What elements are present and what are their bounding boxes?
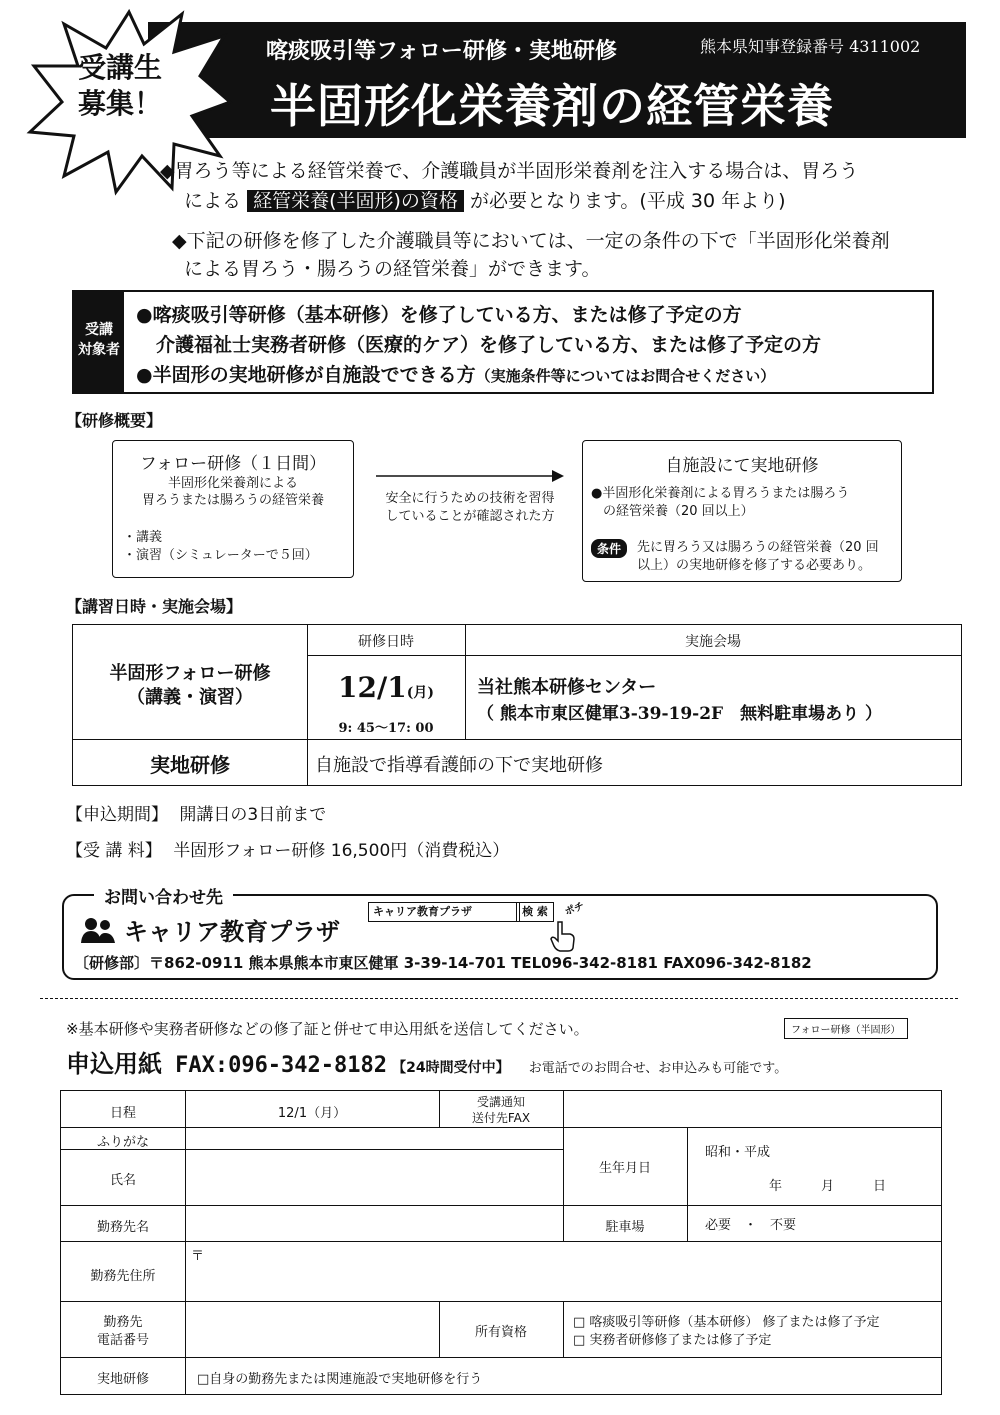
follow-title: フォロー研修（１日間）: [139, 454, 327, 474]
furigana-field[interactable]: [187, 1129, 561, 1147]
fee: [66, 836, 509, 861]
follow-item-lecture: ・講義: [123, 530, 163, 545]
condition-text-2: 以上）の実地研修を修了する必要あり。: [637, 558, 872, 573]
notify-fax-label-1: 受講通知: [476, 1095, 525, 1109]
row2-text: 自施設で指導看護師の下で実地研修: [315, 755, 603, 776]
target-label: [74, 292, 124, 392]
arrow-caption-1: 安全に行うための技術を習得: [385, 491, 555, 506]
workplace-field[interactable]: [187, 1207, 561, 1239]
form-hours: 【24時間受付中】: [392, 1060, 510, 1076]
follow-training-box: [112, 440, 354, 578]
contact-address: 〔研修部〕〒862-0911 熊本県熊本市東区健軍 3-39-14-701 TEL096-342-8181 FAX096-342-8182: [74, 954, 812, 972]
target-label-2: 対象者: [78, 342, 120, 358]
workplace-label: 勤務先名: [96, 1220, 149, 1235]
header-subtitle: 喀痰吸引等フォロー研修・実地研修: [266, 39, 617, 64]
row1-venue: 当社熊本研修センター: [477, 677, 657, 698]
contact-heading: お問い合わせ先: [94, 883, 233, 908]
furigana-label: ふりがな: [96, 1135, 149, 1150]
qual-option-1[interactable]: □ 喀痰吸引等研修（基本研修） 修了または修了予定: [573, 1315, 880, 1330]
onsite-title: 自施設にて実地研修: [665, 456, 819, 476]
birth-label: 生年月日: [598, 1161, 651, 1176]
follow-desc-2: 胃ろうまたは腸ろうの経管栄養: [141, 493, 324, 508]
arrow-right-icon: [372, 466, 568, 486]
form-title-line: [66, 1044, 787, 1079]
follow-desc-1: 半固形化栄養剤による: [167, 476, 298, 491]
search-input[interactable]: キャリア教育プラザ: [368, 902, 520, 922]
target-line-3: [136, 360, 775, 387]
intro-p1-post: が必要となります。(平成 30 年より): [469, 190, 786, 212]
arrow-caption-2: していることが確認された方: [385, 509, 555, 524]
intro-p1-line1: ◆胃ろう等による経管栄養で、介護職員が半固形栄養剤を注入する場合は、胃ろう: [160, 160, 859, 182]
badge-line-2: 募集！: [77, 87, 162, 120]
search-button[interactable]: 検 索: [516, 902, 554, 922]
postal-mark: 〒: [191, 1249, 205, 1264]
form-tag: フォロー研修（半固形）: [784, 1018, 908, 1039]
intro-p2-line1: ◆下記の研修を修了した介護職員等においては、一定の条件の下で「半固形化栄養剤: [172, 230, 890, 252]
cut-line: [40, 998, 958, 999]
org-name: キャリア教育プラザ: [124, 918, 340, 946]
target-line-3-note: （実施条件等についてはお問合せください）: [475, 367, 776, 385]
recruiting-badge-text: [50, 50, 190, 122]
row1-name-2: （講義・演習）: [127, 687, 253, 708]
birth-era: 昭和・平成: [705, 1145, 771, 1160]
onsite-option[interactable]: □自身の勤務先または関連施設で実地研修を行う: [197, 1372, 483, 1387]
name-label: 氏名: [109, 1173, 136, 1188]
target-line-2: 介護福祉士実務者研修（医療的ケア）を修了している方、または修了予定の方: [156, 334, 822, 356]
row1-date: [307, 671, 465, 704]
target-label-1: 受講: [85, 322, 113, 338]
row2-name: 実地研修: [150, 753, 230, 777]
condition-badge: 条件: [591, 539, 627, 558]
overview-heading: 【研修概要】: [66, 411, 163, 430]
phone-label-2: 電話番号: [96, 1333, 149, 1348]
registration-number: 熊本県知事登録番号 4311002: [700, 37, 921, 56]
period-value: 開講日の3日前まで: [179, 805, 327, 825]
notify-fax-label-2: 送付先FAX: [471, 1111, 531, 1125]
schedule-table: [72, 624, 962, 786]
row1-date-value: 12/1: [338, 671, 407, 704]
target-line-1: ●喀痰吸引等研修（基本研修）を修了している方、または修了予定の方: [136, 304, 742, 326]
intro-p1-pre: による: [184, 190, 242, 212]
target-line-3-main: ●半固形の実地研修が自施設でできる方: [136, 364, 476, 386]
condition-text-1: 先に胃ろう又は腸ろうの経管栄養（20 回: [637, 540, 879, 555]
onsite-desc-1: ●半固形化栄養剤による胃ろうまたは腸ろう: [591, 486, 850, 501]
phone-field[interactable]: [187, 1303, 437, 1355]
form-fax: FAX:096-342-8182: [175, 1053, 388, 1078]
col-date-header: 研修日時: [358, 634, 414, 650]
badge-line-1: 受講生: [77, 51, 162, 84]
header-banner: [148, 22, 966, 138]
parking-value[interactable]: 必要 ・ 不要: [705, 1218, 797, 1233]
qualification-highlight: 経管栄養(半固形)の資格: [247, 190, 464, 212]
pointing-hand-icon: [548, 920, 578, 952]
name-field[interactable]: [187, 1151, 561, 1203]
qual-label: 所有資格: [474, 1325, 527, 1340]
click-text: ポチ: [563, 900, 586, 918]
birth-ymd: 年 月 日: [769, 1179, 887, 1194]
onsite-desc-2: の経管栄養（20 回以上）: [603, 504, 754, 519]
col-venue-header: 実施会場: [685, 634, 741, 650]
form-notice: ※基本研修や実務者研修などの修了証と併せて申込用紙を送信してください。: [66, 1020, 589, 1038]
people-icon: [80, 916, 116, 944]
notify-fax-field[interactable]: [565, 1093, 939, 1125]
intro-p2-line2: による胃ろう・腸ろうの経管栄養」ができます。: [184, 258, 601, 280]
address-label: 勤務先住所: [90, 1269, 156, 1284]
row1-address: （ 熊本市東区健軍3-39-19-2F 無料駐車場あり ）: [477, 704, 883, 724]
period-label: 【申込期間】: [66, 805, 168, 825]
target-audience-box: [72, 290, 934, 394]
date-label: 日程: [109, 1106, 136, 1121]
schedule-heading: 【講習日時・実施会場】: [66, 597, 243, 616]
follow-item-practice: ・演習（シミュレーターで５回）: [123, 548, 318, 563]
row1-weekday: (月): [406, 685, 434, 701]
application-period: [66, 800, 326, 825]
row1-time: 9: 45～17: 00: [338, 721, 434, 736]
application-form-table: [60, 1090, 942, 1395]
page-title: 半固形化栄養剤の経管栄養: [270, 79, 834, 133]
date-value: 12/1（月）: [277, 1106, 347, 1121]
intro-p1-line2: [184, 186, 786, 216]
form-title: 申込用紙: [66, 1050, 162, 1078]
parking-label: 駐車場: [605, 1220, 645, 1235]
contact-box: [62, 888, 938, 980]
address-field[interactable]: [207, 1243, 939, 1299]
phone-label-1: 勤務先: [103, 1315, 143, 1330]
fee-label: 【受 講 料】: [66, 841, 162, 861]
row1-name-1: 半固形フォロー研修: [109, 663, 271, 684]
form-phone-note: お電話でのお問合せ、お申込みも可能です。: [528, 1061, 788, 1076]
onsite-training-box: [582, 440, 902, 582]
onsite-label: 実地研修: [96, 1372, 149, 1387]
fee-value: 半固形フォロー研修 16,500円（消費税込）: [173, 841, 510, 861]
qual-option-2[interactable]: □ 実務者研修修了または修了予定: [573, 1333, 772, 1348]
